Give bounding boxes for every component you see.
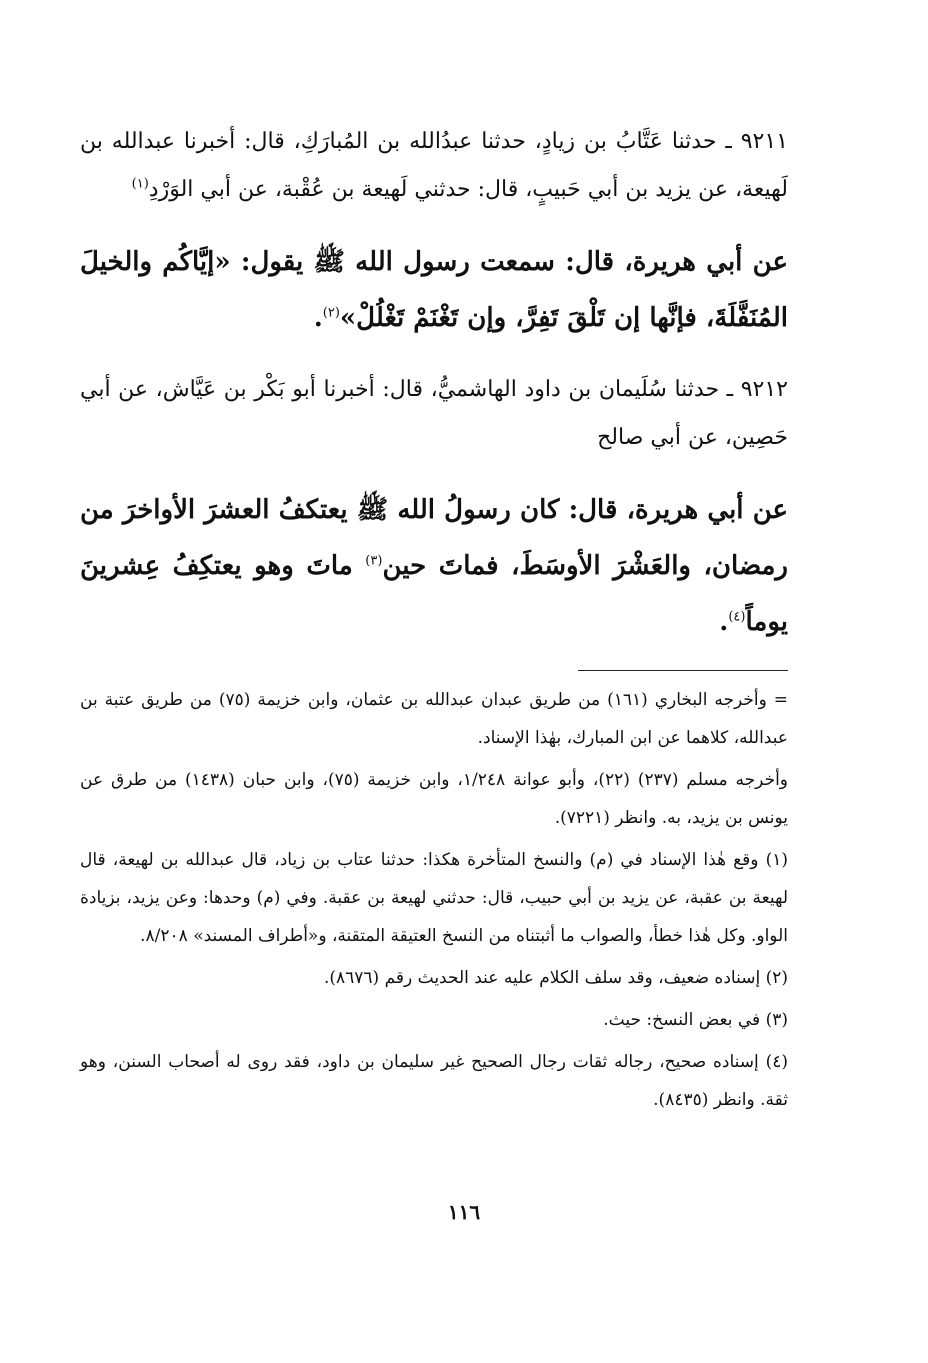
hadith-9211-matn: عن أبي هريرة، قال: سمعت رسول الله ﷺ يقول: «إيَّاكُم والخيلَ المُنَفَّلَةَ، فإنَّها إن تَلْقَ تَفِرَّ، وإن تَغْنَمْ تَغْلُلْ»$^{(٢)}$.	[80, 247, 788, 333]
footnote-3: (٣) في بعض النسخ: حيث.	[603, 1010, 788, 1030]
hadith-9211-isnad-text: ٩٢١١ ـ حدثنا عَتَّابُ بن زيادٍ، حدثنا عبدُالله بن المُبارَكِ، قال: أخبرنا عبدالله بن لَهيعة، عن يزيد بن أبي حَبيبٍ، قال: حدثني لَهيعة بن عُقْبة، عن أبي الوَرْدِ	[80, 129, 788, 202]
footnote-ref-2: (٢)	[322, 305, 340, 321]
footnote-1: (١) وقع هٰذا الإسناد في (م) والنسخ المتأخرة هكذا: حدثنا عتاب بن زياد، قال عبدالله بن لهيعة، قال لهيعة بن عقبة، عن يزيد بن أبي حبيب، قال: حدثني لهيعة بن عقبة. وفي (م) وحدها: وعن يزيد، بزيادة الواو. وكل هٰذا خطأ، والصواب ما أثبتناه من النسخ العتيقة المتقنة، و«أطراف المسند» ٨/٢٠٨.	[80, 850, 788, 946]
footnote-4: (٤) إسناده صحيح، رجاله ثقات رجال الصحيح غير سليمان بن داود، فقد روى له أصحاب السنن، وهو ثقة. وانظر (٨٤٣٥).	[80, 1052, 788, 1110]
page-body	[80, 118, 788, 1123]
hadith-9212-matn-text-b: ماتَ وهو يعتكِفُ عِشرينَ يوماً	[80, 551, 788, 637]
page-number: ١١٦	[447, 1200, 481, 1224]
hadith-9211-matn-text: عن أبي هريرة، قال: سمعت رسول الله ﷺ يقول: «إيَّاكُم والخيلَ المُنَفَّلَةَ، فإنَّها إن تَلْقَ تَفِرَّ، وإن تَغْنَمْ تَغْلُلْ»	[80, 247, 788, 333]
hadith-9212-matn: عن أبي هريرة، قال: كان رسولُ الله ﷺ يعتكفُ العشرَ الأواخرَ من رمضان، والعَشْرَ الأوسَطَ، فماتَ حين$^{(٣)}$ ماتَ وهو يعتكِفُ عِشرينَ يوماً$^{(٤)}$.	[80, 495, 788, 637]
hadith-9212-isnad-text: ٩٢١٢ ـ حدثنا سُلَيمان بن داود الهاشميُّ، قال: أخبرنا أبو بَكْر بن عَيَّاش، عن أبي حَصِين، عن أبي صالح	[80, 377, 788, 450]
hadith-9212-isnad	[80, 366, 788, 462]
footnote-divider	[578, 670, 788, 671]
footnote-continuation-2: وأخرجه مسلم (٢٣٧) (٢٢)، وأبو عوانة ١/٢٤٨، وابن خزيمة (٧٥)، وابن حبان (١٤٣٨) من طرق عن يونس بن يزيد، به. وانظر (٧٢٢١).	[80, 770, 789, 828]
footnotes	[80, 681, 788, 1119]
hadith-9212-matn-text-a: عن أبي هريرة، قال: كان رسولُ الله ﷺ يعتكفُ العشرَ الأواخرَ من رمضان، والعَشْرَ الأوسَطَ، فماتَ حين	[80, 495, 788, 581]
main-text	[80, 118, 788, 650]
footnote-2: (٢) إسناده ضعيف، وقد سلف الكلام عليه عند الحديث رقم (٨٦٧٦).	[323, 968, 788, 988]
footnote-ref-4: (٤)	[728, 609, 746, 625]
footnote-ref-1: (١)	[131, 176, 149, 192]
footnote-ref-3: (٣)	[365, 553, 383, 569]
footnote-continuation: = وأخرجه البخاري (١٦١) من طريق عبدان عبدالله بن عثمان، وابن خزيمة (٧٥) من طريق عتبة بن عبدالله، كلاهما عن ابن المبارك، بهٰذا الإسناد.	[80, 690, 789, 748]
hadith-9211-isnad	[80, 118, 788, 214]
